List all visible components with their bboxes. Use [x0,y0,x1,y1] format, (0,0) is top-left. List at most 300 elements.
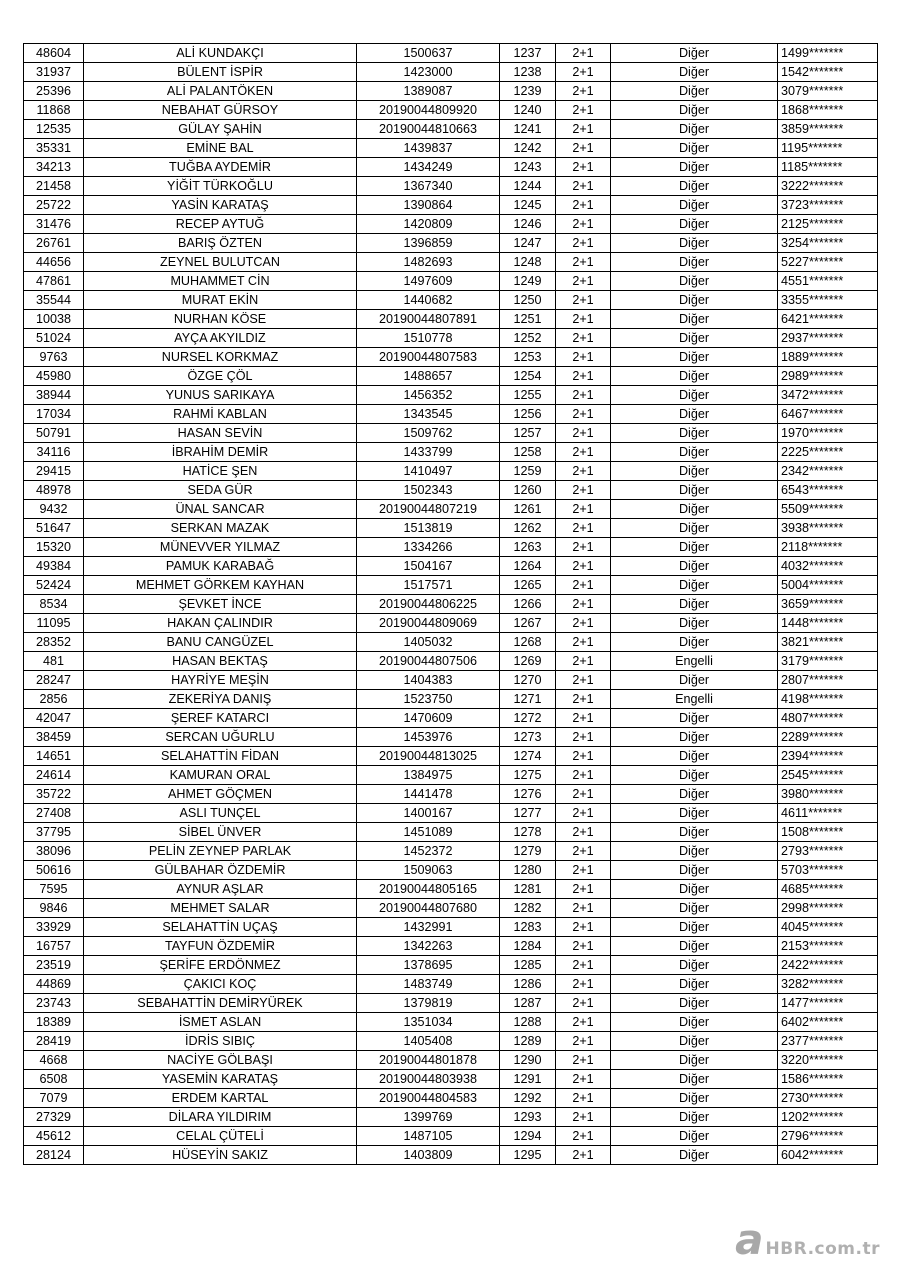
application-number-cell: 20190044806225 [357,595,500,614]
order-number-cell: 1287 [500,994,556,1013]
room-type-cell: 2+1 [556,956,611,975]
masked-id-cell: 2118******* [778,538,878,557]
order-number-cell: 1271 [500,690,556,709]
application-number-cell: 20190044807891 [357,310,500,329]
category-cell: Diğer [611,918,778,937]
category-cell: Diğer [611,937,778,956]
order-number-cell: 1240 [500,101,556,120]
name-cell: CELAL ÇÜTELİ [84,1127,357,1146]
name-cell: SERCAN UĞURLU [84,728,357,747]
room-type-cell: 2+1 [556,937,611,956]
category-cell: Diğer [611,158,778,177]
name-cell: TAYFUN ÖZDEMİR [84,937,357,956]
table-row [24,652,878,671]
application-number-cell: 1441478 [357,785,500,804]
masked-id-cell: 1868******* [778,101,878,120]
category-cell: Engelli [611,652,778,671]
masked-id-cell: 3282******* [778,975,878,994]
name-cell: SEDA GÜR [84,481,357,500]
category-cell: Diğer [611,899,778,918]
masked-id-cell: 2394******* [778,747,878,766]
table-row [24,899,878,918]
row-id-cell: 38096 [24,842,84,861]
row-id-cell: 29415 [24,462,84,481]
row-id-cell: 7595 [24,880,84,899]
table-row [24,405,878,424]
order-number-cell: 1257 [500,424,556,443]
application-number-cell: 1399769 [357,1108,500,1127]
masked-id-cell: 6042******* [778,1146,878,1165]
order-number-cell: 1268 [500,633,556,652]
masked-id-cell: 3220******* [778,1051,878,1070]
order-number-cell: 1263 [500,538,556,557]
masked-id-cell: 1970******* [778,424,878,443]
masked-id-cell: 6402******* [778,1013,878,1032]
room-type-cell: 2+1 [556,576,611,595]
application-number-cell: 1513819 [357,519,500,538]
table-row [24,1051,878,1070]
name-cell: ÇAKICI KOÇ [84,975,357,994]
application-number-cell: 1517571 [357,576,500,595]
order-number-cell: 1272 [500,709,556,728]
name-cell: MEHMET SALAR [84,899,357,918]
row-id-cell: 31476 [24,215,84,234]
table-row [24,291,878,310]
category-cell: Diğer [611,329,778,348]
category-cell: Diğer [611,842,778,861]
table-row [24,348,878,367]
table-row [24,766,878,785]
name-cell: BARIŞ ÖZTEN [84,234,357,253]
masked-id-cell: 1508******* [778,823,878,842]
name-cell: ZEYNEL BULUTCAN [84,253,357,272]
row-id-cell: 25396 [24,82,84,101]
masked-id-cell: 3859******* [778,120,878,139]
masked-id-cell: 1499******* [778,44,878,63]
row-id-cell: 49384 [24,557,84,576]
order-number-cell: 1264 [500,557,556,576]
order-number-cell: 1293 [500,1108,556,1127]
order-number-cell: 1258 [500,443,556,462]
table-row [24,880,878,899]
masked-id-cell: 1889******* [778,348,878,367]
order-number-cell: 1250 [500,291,556,310]
category-cell: Diğer [611,291,778,310]
room-type-cell: 2+1 [556,1127,611,1146]
name-cell: BÜLENT İSPİR [84,63,357,82]
category-cell: Diğer [611,633,778,652]
application-number-cell: 1420809 [357,215,500,234]
application-number-cell: 20190044807219 [357,500,500,519]
name-cell: SELAHATTİN FİDAN [84,747,357,766]
application-number-cell: 20190044807506 [357,652,500,671]
room-type-cell: 2+1 [556,500,611,519]
table-row [24,177,878,196]
order-number-cell: 1259 [500,462,556,481]
name-cell: ZEKERİYA DANIŞ [84,690,357,709]
category-cell: Diğer [611,367,778,386]
category-cell: Diğer [611,671,778,690]
row-id-cell: 51647 [24,519,84,538]
application-number-cell: 1410497 [357,462,500,481]
row-id-cell: 50791 [24,424,84,443]
category-cell: Diğer [611,120,778,139]
row-id-cell: 34213 [24,158,84,177]
application-number-cell: 1343545 [357,405,500,424]
row-id-cell: 44656 [24,253,84,272]
category-cell: Diğer [611,956,778,975]
row-id-cell: 44869 [24,975,84,994]
category-cell: Diğer [611,1089,778,1108]
table-row [24,595,878,614]
category-cell: Diğer [611,1146,778,1165]
application-number-cell: 1487105 [357,1127,500,1146]
table-row [24,557,878,576]
room-type-cell: 2+1 [556,272,611,291]
category-cell: Diğer [611,1032,778,1051]
category-cell: Diğer [611,823,778,842]
room-type-cell: 2+1 [556,671,611,690]
category-cell: Diğer [611,348,778,367]
order-number-cell: 1295 [500,1146,556,1165]
order-number-cell: 1278 [500,823,556,842]
name-cell: AYNUR AŞLAR [84,880,357,899]
application-number-cell: 20190044803938 [357,1070,500,1089]
name-cell: HÜSEYİN SAKIZ [84,1146,357,1165]
category-cell: Diğer [611,975,778,994]
masked-id-cell: 3723******* [778,196,878,215]
name-cell: NURHAN KÖSE [84,310,357,329]
hbr-watermark [735,1215,880,1264]
application-number-cell: 1432991 [357,918,500,937]
row-id-cell: 2856 [24,690,84,709]
table-row [24,918,878,937]
category-cell: Diğer [611,614,778,633]
name-cell: BANU CANGÜZEL [84,633,357,652]
row-id-cell: 6508 [24,1070,84,1089]
order-number-cell: 1276 [500,785,556,804]
table-row [24,44,878,63]
masked-id-cell: 4611******* [778,804,878,823]
room-type-cell: 2+1 [556,519,611,538]
order-number-cell: 1286 [500,975,556,994]
room-type-cell: 2+1 [556,880,611,899]
name-cell: AHMET GÖÇMEN [84,785,357,804]
category-cell: Diğer [611,1051,778,1070]
table-row [24,329,878,348]
masked-id-cell: 1542******* [778,63,878,82]
row-id-cell: 9763 [24,348,84,367]
row-id-cell: 45980 [24,367,84,386]
masked-id-cell: 3821******* [778,633,878,652]
room-type-cell: 2+1 [556,975,611,994]
application-number-cell: 1451089 [357,823,500,842]
room-type-cell: 2+1 [556,595,611,614]
category-cell: Diğer [611,804,778,823]
table-row [24,120,878,139]
name-cell: SİBEL ÜNVER [84,823,357,842]
application-number-cell: 20190044804583 [357,1089,500,1108]
masked-id-cell: 2225******* [778,443,878,462]
table-row [24,367,878,386]
order-number-cell: 1269 [500,652,556,671]
category-cell: Diğer [611,728,778,747]
masked-id-cell: 3355******* [778,291,878,310]
name-cell: PELİN ZEYNEP PARLAK [84,842,357,861]
name-cell: ŞEREF KATARCI [84,709,357,728]
name-cell: MURAT EKİN [84,291,357,310]
order-number-cell: 1265 [500,576,556,595]
masked-id-cell: 2998******* [778,899,878,918]
order-number-cell: 1291 [500,1070,556,1089]
row-id-cell: 17034 [24,405,84,424]
order-number-cell: 1290 [500,1051,556,1070]
category-cell: Diğer [611,1070,778,1089]
application-number-cell: 1497609 [357,272,500,291]
name-cell: HASAN BEKTAŞ [84,652,357,671]
row-id-cell: 35331 [24,139,84,158]
masked-id-cell: 6543******* [778,481,878,500]
category-cell: Diğer [611,1013,778,1032]
table-row [24,424,878,443]
order-number-cell: 1243 [500,158,556,177]
category-cell: Diğer [611,196,778,215]
table-row [24,272,878,291]
category-cell: Diğer [611,177,778,196]
name-cell: İBRAHİM DEMİR [84,443,357,462]
category-cell: Diğer [611,747,778,766]
table-row [24,1013,878,1032]
application-number-cell: 20190044813025 [357,747,500,766]
room-type-cell: 2+1 [556,177,611,196]
masked-id-cell: 4198******* [778,690,878,709]
room-type-cell: 2+1 [556,690,611,709]
room-type-cell: 2+1 [556,443,611,462]
room-type-cell: 2+1 [556,614,611,633]
row-id-cell: 481 [24,652,84,671]
room-type-cell: 2+1 [556,234,611,253]
masked-id-cell: 2937******* [778,329,878,348]
category-cell: Diğer [611,139,778,158]
row-id-cell: 28419 [24,1032,84,1051]
category-cell: Engelli [611,690,778,709]
row-id-cell: 27408 [24,804,84,823]
row-id-cell: 48978 [24,481,84,500]
order-number-cell: 1248 [500,253,556,272]
order-number-cell: 1253 [500,348,556,367]
table-row [24,158,878,177]
name-cell: YUNUS SARIKAYA [84,386,357,405]
name-cell: HASAN SEVİN [84,424,357,443]
row-id-cell: 11095 [24,614,84,633]
masked-id-cell: 4685******* [778,880,878,899]
name-cell: MEHMET GÖRKEM KAYHAN [84,576,357,595]
row-id-cell: 15320 [24,538,84,557]
row-id-cell: 27329 [24,1108,84,1127]
application-number-cell: 1504167 [357,557,500,576]
order-number-cell: 1244 [500,177,556,196]
room-type-cell: 2+1 [556,1070,611,1089]
table-row [24,1127,878,1146]
room-type-cell: 2+1 [556,785,611,804]
masked-id-cell: 6467******* [778,405,878,424]
order-number-cell: 1238 [500,63,556,82]
row-id-cell: 48604 [24,44,84,63]
order-number-cell: 1245 [500,196,556,215]
table-body [24,44,878,1165]
room-type-cell: 2+1 [556,386,611,405]
room-type-cell: 2+1 [556,1032,611,1051]
category-cell: Diğer [611,405,778,424]
row-id-cell: 28124 [24,1146,84,1165]
order-number-cell: 1247 [500,234,556,253]
order-number-cell: 1273 [500,728,556,747]
room-type-cell: 2+1 [556,424,611,443]
room-type-cell: 2+1 [556,310,611,329]
application-number-cell: 1453976 [357,728,500,747]
application-number-cell: 20190044809069 [357,614,500,633]
name-cell: MUHAMMET CİN [84,272,357,291]
room-type-cell: 2+1 [556,823,611,842]
category-cell: Diğer [611,576,778,595]
name-cell: GÜLBAHAR ÖZDEMİR [84,861,357,880]
category-cell: Diğer [611,253,778,272]
room-type-cell: 2+1 [556,557,611,576]
name-cell: YASİN KARATAŞ [84,196,357,215]
masked-id-cell: 4045******* [778,918,878,937]
table-row [24,196,878,215]
application-number-cell: 20190044810663 [357,120,500,139]
table-row [24,975,878,994]
application-number-cell: 20190044809920 [357,101,500,120]
room-type-cell: 2+1 [556,158,611,177]
category-cell: Diğer [611,272,778,291]
application-number-cell: 1405032 [357,633,500,652]
application-number-cell: 1400167 [357,804,500,823]
masked-id-cell: 3079******* [778,82,878,101]
order-number-cell: 1256 [500,405,556,424]
category-cell: Diğer [611,595,778,614]
room-type-cell: 2+1 [556,348,611,367]
category-cell: Diğer [611,766,778,785]
category-cell: Diğer [611,785,778,804]
application-number-cell: 20190044805165 [357,880,500,899]
table-row [24,576,878,595]
category-cell: Diğer [611,481,778,500]
name-cell: GÜLAY ŞAHİN [84,120,357,139]
category-cell: Diğer [611,215,778,234]
category-cell: Diğer [611,1127,778,1146]
category-cell: Diğer [611,861,778,880]
row-id-cell: 51024 [24,329,84,348]
name-cell: ŞERİFE ERDÖNMEZ [84,956,357,975]
row-id-cell: 23519 [24,956,84,975]
row-id-cell: 14651 [24,747,84,766]
name-cell: KAMURAN ORAL [84,766,357,785]
name-cell: ASLI TUNÇEL [84,804,357,823]
table-row [24,253,878,272]
application-number-cell: 1384975 [357,766,500,785]
masked-id-cell: 2807******* [778,671,878,690]
application-number-cell: 1367340 [357,177,500,196]
table-row [24,747,878,766]
row-id-cell: 7079 [24,1089,84,1108]
name-cell: İDRİS SIBIÇ [84,1032,357,1051]
row-id-cell: 38944 [24,386,84,405]
table-row [24,82,878,101]
masked-id-cell: 1195******* [778,139,878,158]
category-cell: Diğer [611,538,778,557]
category-cell: Diğer [611,310,778,329]
room-type-cell: 2+1 [556,899,611,918]
order-number-cell: 1285 [500,956,556,975]
application-number-cell: 1500637 [357,44,500,63]
name-cell: ÜNAL SANCAR [84,500,357,519]
masked-id-cell: 1477******* [778,994,878,1013]
room-type-cell: 2+1 [556,804,611,823]
name-cell: RAHMİ KABLAN [84,405,357,424]
masked-id-cell: 1185******* [778,158,878,177]
masked-id-cell: 5509******* [778,500,878,519]
room-type-cell: 2+1 [556,1013,611,1032]
room-type-cell: 2+1 [556,196,611,215]
table-row [24,823,878,842]
application-number-cell: 1342263 [357,937,500,956]
row-id-cell: 31937 [24,63,84,82]
table-row [24,671,878,690]
order-number-cell: 1249 [500,272,556,291]
order-number-cell: 1294 [500,1127,556,1146]
name-cell: SEBAHATTİN DEMİRYÜREK [84,994,357,1013]
name-cell: ÖZGE ÇÖL [84,367,357,386]
table-row [24,101,878,120]
name-cell: TUĞBA AYDEMİR [84,158,357,177]
order-number-cell: 1267 [500,614,556,633]
name-cell: NEBAHAT GÜRSOY [84,101,357,120]
row-id-cell: 45612 [24,1127,84,1146]
name-cell: ALİ PALANTÖKEN [84,82,357,101]
application-number-cell: 1502343 [357,481,500,500]
table-row [24,519,878,538]
category-cell: Diğer [611,443,778,462]
table-row [24,1146,878,1165]
category-cell: Diğer [611,1108,778,1127]
row-id-cell: 12535 [24,120,84,139]
order-number-cell: 1284 [500,937,556,956]
masked-id-cell: 3179******* [778,652,878,671]
name-cell: EMİNE BAL [84,139,357,158]
watermark-logo-icon: a [735,1215,764,1264]
table-row [24,937,878,956]
watermark-text: HBR.com.tr [765,1239,880,1259]
table-row [24,690,878,709]
application-number-cell: 1434249 [357,158,500,177]
room-type-cell: 2+1 [556,44,611,63]
order-number-cell: 1246 [500,215,556,234]
room-type-cell: 2+1 [556,63,611,82]
masked-id-cell: 2545******* [778,766,878,785]
application-number-cell: 20190044807583 [357,348,500,367]
row-id-cell: 4668 [24,1051,84,1070]
category-cell: Diğer [611,880,778,899]
table-row [24,785,878,804]
application-number-cell: 1389087 [357,82,500,101]
room-type-cell: 2+1 [556,1108,611,1127]
application-number-cell: 1378695 [357,956,500,975]
masked-id-cell: 2730******* [778,1089,878,1108]
room-type-cell: 2+1 [556,253,611,272]
room-type-cell: 2+1 [556,652,611,671]
